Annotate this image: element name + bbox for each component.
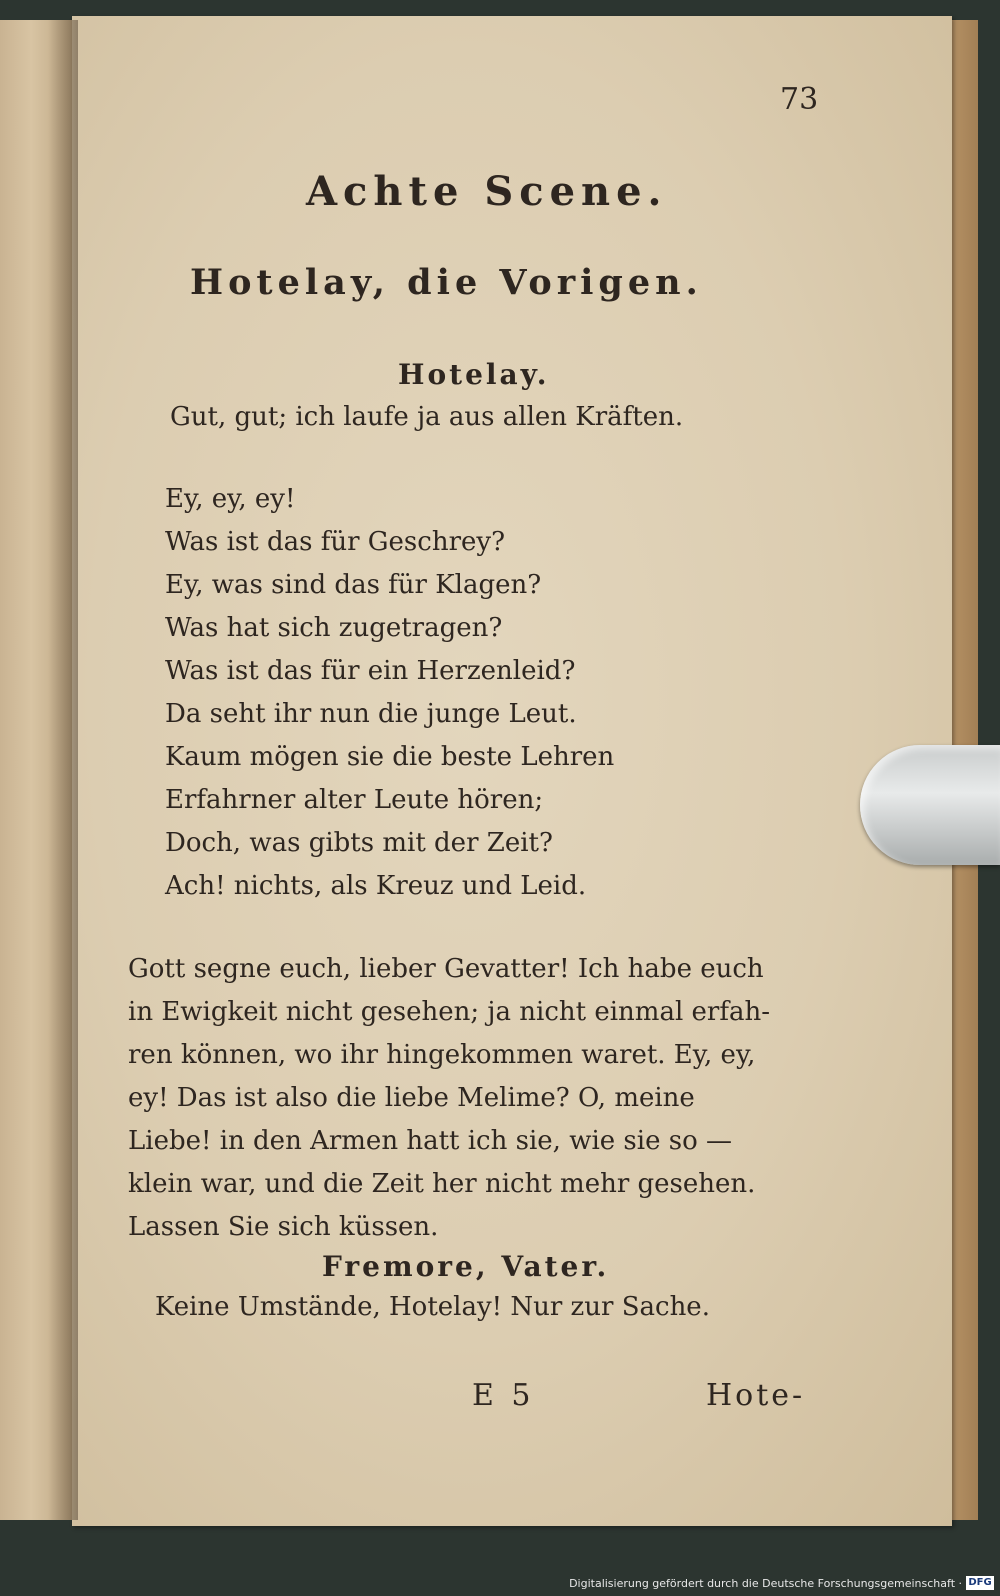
verse-line: Kaum mögen sie die beste Lehren xyxy=(165,742,615,772)
page-clip xyxy=(860,745,1000,865)
page-number: 73 xyxy=(780,82,819,117)
funding-credit: Digitalisierung gefördert durch die Deutsche Forschungsgemeinschaft · xyxy=(569,1577,962,1590)
cast-line: Hotelay, die Vorigen. xyxy=(190,262,703,303)
signature-mark: E 5 xyxy=(472,1378,535,1413)
dialogue-line: Keine Umstände, Hotelay! Nur zur Sache. xyxy=(155,1292,710,1322)
dialogue-line: Gut, gut; ich laufe ja aus allen Kräften. xyxy=(170,402,684,432)
verse-line: Was hat sich zugetragen? xyxy=(165,613,503,643)
catchword: Hote- xyxy=(706,1378,806,1413)
prose-line: Gott segne euch, lieber Gevatter! Ich habe euch xyxy=(128,954,764,984)
prose-line: Lassen Sie sich küssen. xyxy=(128,1212,439,1242)
verse-line: Da seht ihr nun die junge Leut. xyxy=(165,699,577,729)
prose-line: ren können, wo ihr hingekommen waret. Ey, ey, xyxy=(128,1040,756,1070)
verse-line: Was ist das für ein Herzenleid? xyxy=(165,656,576,686)
verse-line: Ey, was sind das für Klagen? xyxy=(165,570,542,600)
verse-block xyxy=(165,478,614,908)
prose-line: in Ewigkeit nicht gesehen; ja nicht einmal erfah- xyxy=(128,997,770,1027)
speaker-name: Hotelay. xyxy=(398,358,550,391)
verse-line: Ey, ey, ey! xyxy=(165,484,296,514)
prose-line: ey! Das ist also die liebe Melime? O, meine xyxy=(128,1083,695,1113)
prose-line: Liebe! in den Armen hatt ich sie, wie sie so — xyxy=(128,1126,732,1156)
dfg-logo-icon: DFG xyxy=(966,1576,994,1590)
speaker-name: Fremore, Vater. xyxy=(322,1250,610,1283)
prose-block xyxy=(128,948,770,1249)
verse-line: Doch, was gibts mit der Zeit? xyxy=(165,828,553,858)
verse-line: Was ist das für Geschrey? xyxy=(165,527,506,557)
prose-line: klein war, und die Zeit her nicht mehr gesehen. xyxy=(128,1169,756,1199)
scene-title: Achte Scene. xyxy=(306,168,668,215)
verse-line: Erfahrner alter Leute hören; xyxy=(165,785,544,815)
gutter-shadow xyxy=(48,20,78,1520)
verse-line: Ach! nichts, als Kreuz und Leid. xyxy=(165,871,587,901)
